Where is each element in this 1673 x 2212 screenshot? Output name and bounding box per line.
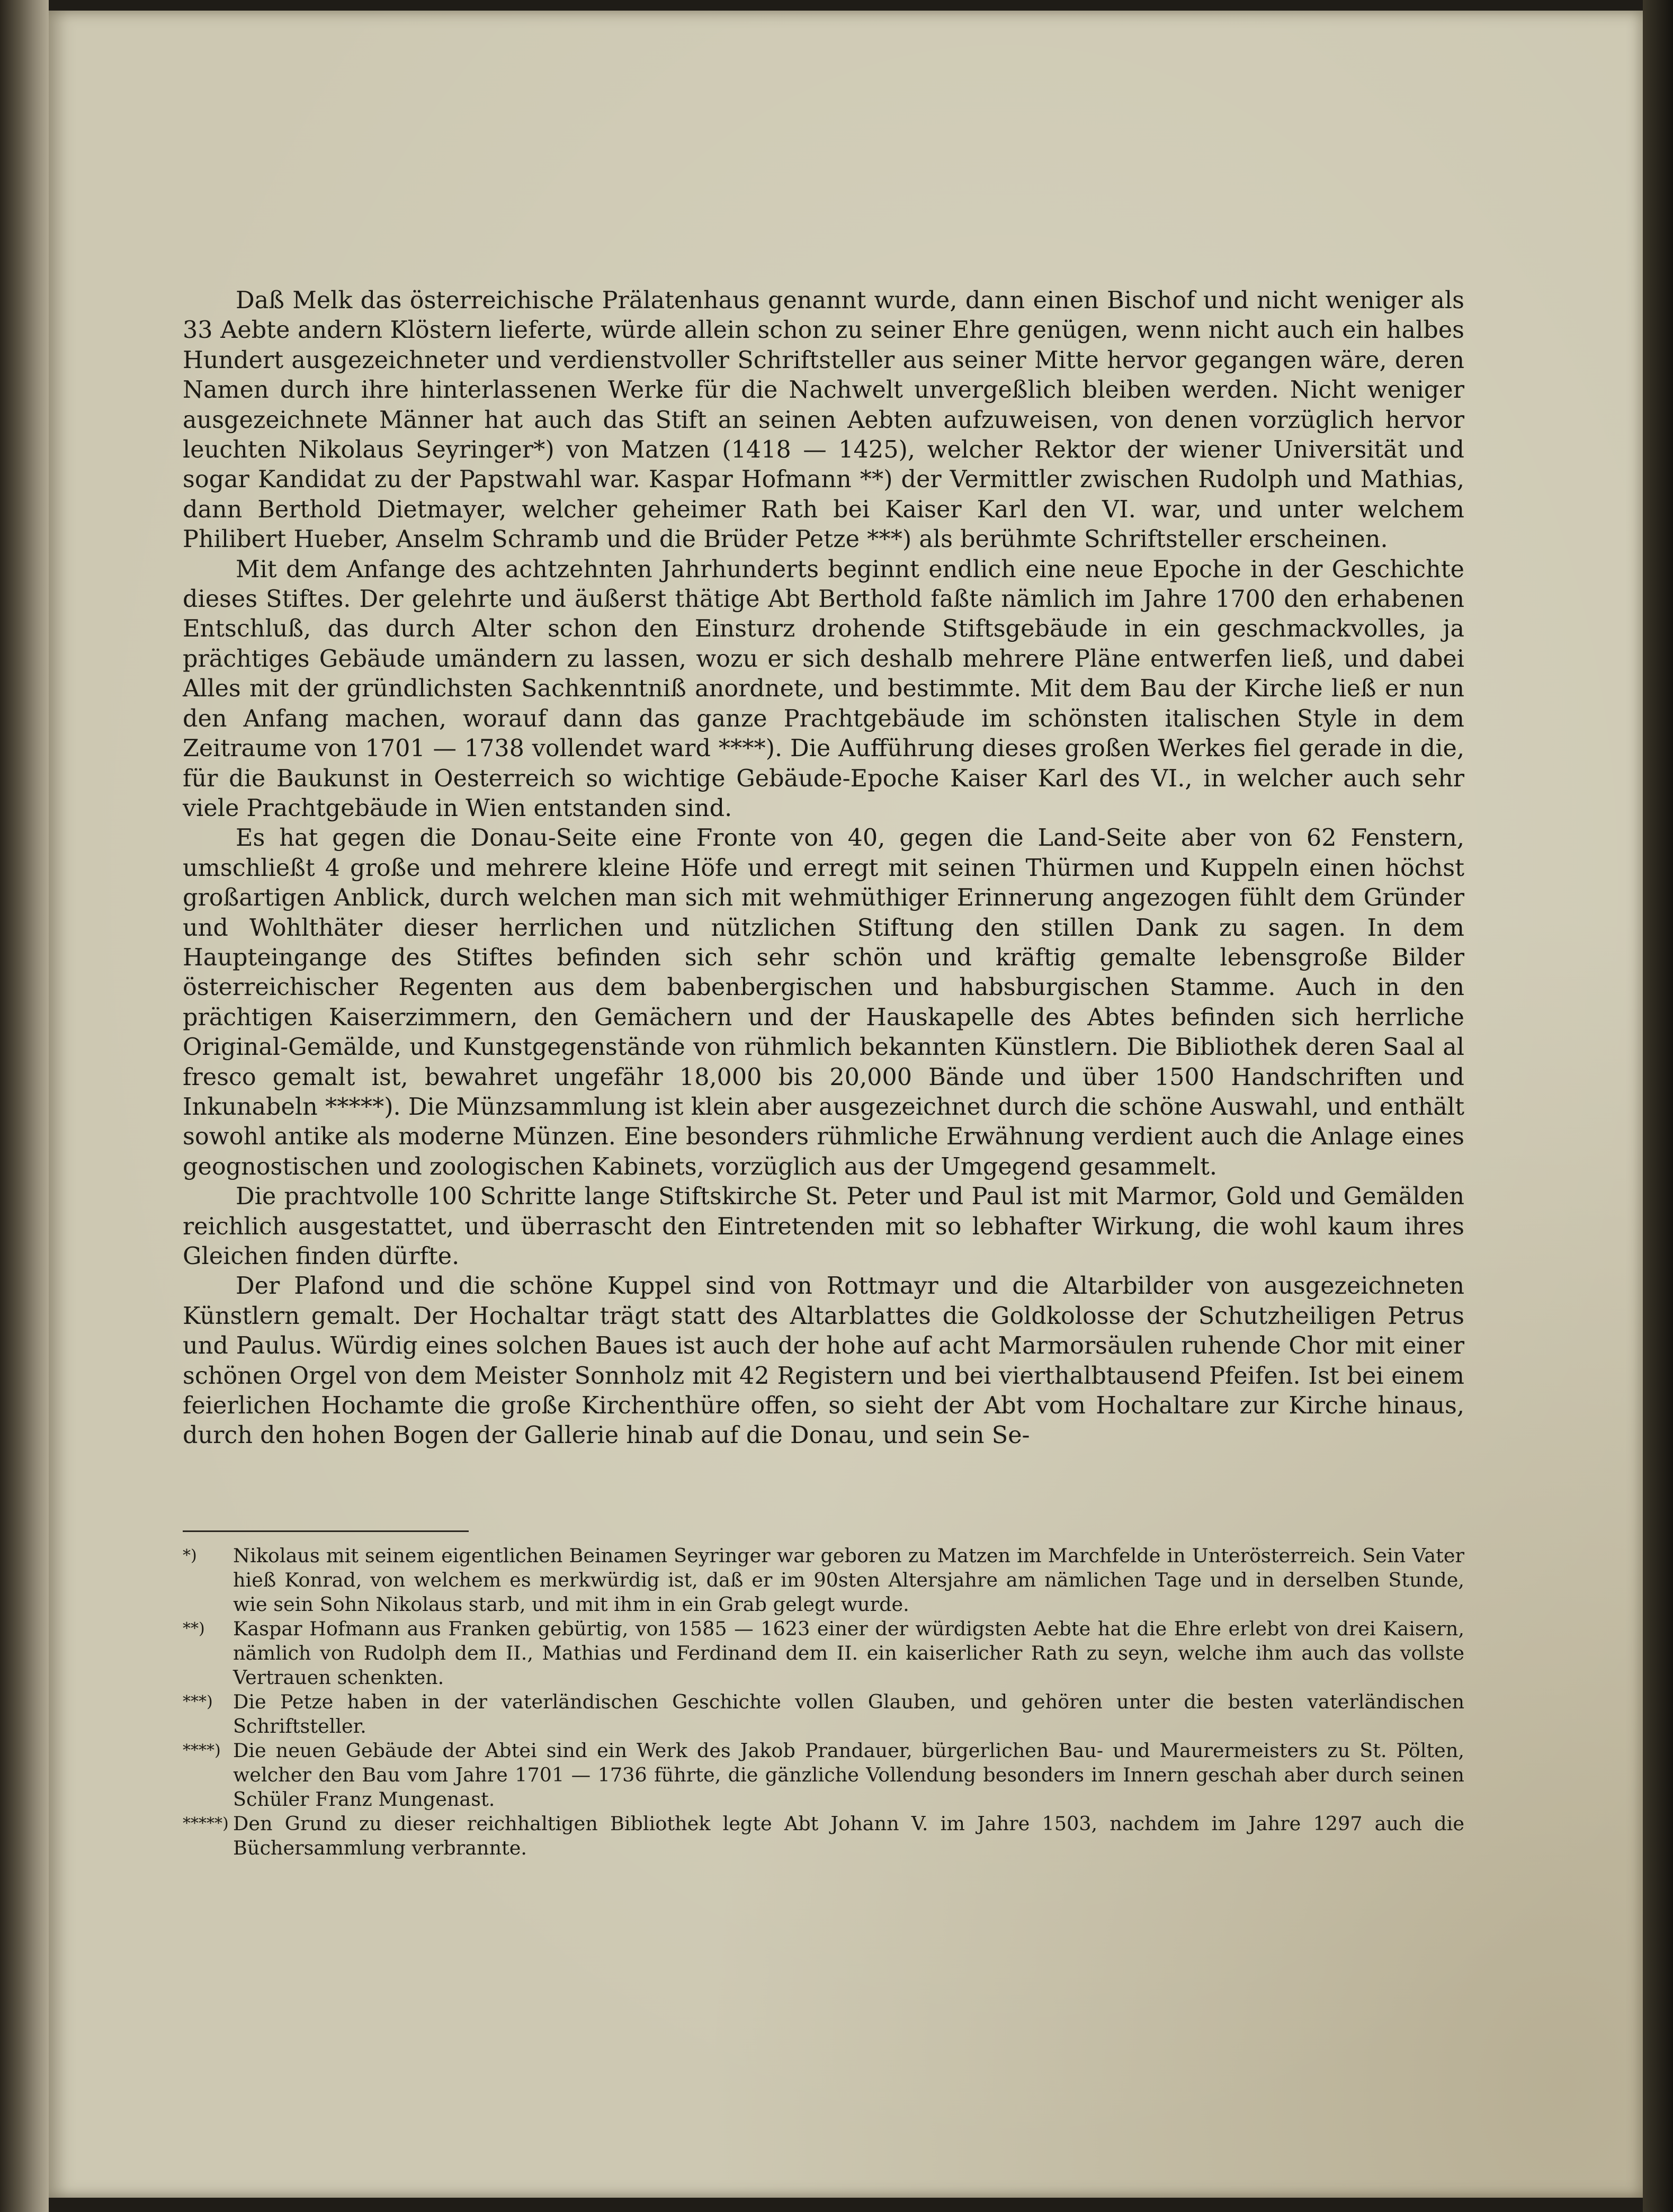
paragraph: Mit dem Anfange des achtzehnten Jahrhunderts beginnt endlich eine neue Epoche in der Geschichte dieses Stiftes. Der gelehrte und äußerst thätige Abt Berthold faßte nämlich im Jahre 1700 den erhabenen Entschluß, das durch Alter schon den Einsturz drohende Stiftsgebäude in ein geschmackvolles, ja prächtiges Gebäude umändern zu lassen, wozu er sich deshalb mehrere Pläne entwerfen ließ, und dabei Alles mit der gründlichsten Sachkenntniß anordnete, und bestimmte. Mit dem Bau der Kirche ließ er nun den Anfang machen, worauf dann das ganze Prachtgebäude im schönsten italischen Style in dem Zeitraume von 1701 — 1738 vollendet ward ****). Die Aufführung dieses großen Werkes fiel gerade in die, für die Baukunst in Oesterreich so wichtige Gebäude-Epoche Kaiser Karl des VI., in welcher auch sehr viele Prachtgebäude in Wien entstanden sind.	[183, 556, 1464, 822]
book-spine-edge	[0, 0, 49, 2212]
paragraph: Die prachtvolle 100 Schritte lange Stiftskirche St. Peter und Paul ist mit Marmor, Gold und Gemälden reichlich ausgestattet, und überrascht den Eintretenden mit so lebhafter Wirkung, die wohl kaum ihres Gleichen finden dürfte.	[183, 1183, 1464, 1270]
footnote-separator	[183, 1530, 469, 1532]
footnote-mark: *****)	[183, 1814, 229, 1833]
main-text	[183, 286, 1464, 1451]
footnote-text: Nikolaus mit seinem eigentlichen Beinamen Seyringer war geboren zu Matzen im Marchfelde in Unterösterreich. Sein Vater hieß Konrad, von welchem es merkwürdig ist, daß er im 90sten Altersjahre am nämlichen Tage und in derselben Stunde, wie sein Sohn Nikolaus starb, und mit ihm in ein Grab gelegt wurde.	[233, 1544, 1464, 1616]
paragraph: Daß Melk das österreichische Prälatenhaus genannt wurde, dann einen Bischof und nicht weniger als 33 Aebte andern Klöstern lieferte, würde allein schon zu seiner Ehre genügen, wenn nicht auch ein halbes Hundert ausgezeichneter und verdienstvoller Schriftsteller aus seiner Mitte hervor gegangen wäre, deren Namen durch ihre hinterlassenen Werke für die Nachwelt unvergeßlich bleiben werden. Nicht weniger ausgezeichnete Männer hat auch das Stift an seinen Aebten aufzuweisen, von denen vorzüglich hervor leuchten Nikolaus Seyringer*) von Matzen (1418 — 1425), welcher Rektor der wiener Universität und sogar Kandidat zu der Papstwahl war. Kaspar Hofmann **) der Vermittler zwischen Rudolph und Mathias, dann Berthold Dietmayer, welcher geheimer Rath bei Kaiser Karl den VI. war, und unter welchem Philibert Hueber, Anselm Schramb und die Brüder Petze ***) als berühmte Schriftsteller erscheinen.	[183, 287, 1464, 553]
footnote-mark: ***)	[183, 1692, 213, 1711]
paragraph: Der Plafond und die schöne Kuppel sind von Rottmayr und die Altarbilder von ausgezeichneten Künstlern gemalt. Der Hochaltar trägt statt des Altarblattes die Goldkolosse der Schutzheiligen Petrus und Paulus. Würdig eines solchen Baues ist auch der hohe auf acht Marmorsäulen ruhende Chor mit einer schönen Orgel von dem Meister Sonnholz mit 42 Registern und bei vierthalbtausend Pfeifen. Ist bei einem feierlichen Hochamte die große Kirchenthüre offen, so sieht der Abt vom Hochaltare zur Kirche hinaus, durch den hohen Bogen der Gallerie hinab auf die Donau, und sein Se-	[183, 1273, 1464, 1449]
footnote-text: Den Grund zu dieser reichhaltigen Bibliothek legte Abt Johann V. im Jahre 1503, nachdem im Jahre 1297 auch die Büchersammlung verbrannte.	[233, 1812, 1464, 1859]
footnote	[183, 1812, 1464, 1860]
footnote	[183, 1544, 1464, 1617]
page-right-edge	[1643, 0, 1673, 2212]
footnote-text: Die neuen Gebäude der Abtei sind ein Werk des Jakob Prandauer, bürgerlichen Bau- und Maurermeisters zu St. Pölten, welcher den Bau vom Jahre 1701 — 1736 führte, die gänzliche Vollendung besonders im Innern geschah aber durch seinen Schüler Franz Mungenast.	[233, 1739, 1464, 1811]
footnote-mark: ****)	[183, 1741, 221, 1760]
footnote-mark: **)	[183, 1619, 205, 1638]
footnotes	[183, 1544, 1464, 1860]
footnote-mark: *)	[183, 1546, 197, 1565]
footnote	[183, 1617, 1464, 1690]
footnote	[183, 1690, 1464, 1739]
footnote-text: Die Petze haben in der vaterländischen Geschichte vollen Glauben, und gehören unter die besten vaterländischen Schriftsteller.	[233, 1690, 1464, 1738]
footnote	[183, 1739, 1464, 1812]
paragraph: Es hat gegen die Donau-Seite eine Fronte von 40, gegen die Land-Seite aber von 62 Fenstern, umschließt 4 große und mehrere kleine Höfe und erregt mit seinen Thürmen und Kuppeln einen höchst großartigen Anblick, durch welchen man sich mit wehmüthiger Erinnerung angezogen fühlt dem Gründer und Wohlthäter dieser herrlichen und nützlichen Stiftung den stillen Dank zu sagen. In dem Haupteingange des Stiftes befinden sich sehr schön und kräftig gemalte lebensgroße Bilder österreichischer Regenten aus dem babenbergischen und habsburgischen Stamme. Auch in den prächtigen Kaiserzimmern, den Gemächern und der Hauskapelle des Abtes befinden sich herrliche Original-Gemälde, und Kunstgegenstände von rühmlich bekannten Künstlern. Die Bibliothek deren Saal al fresco gemalt ist, bewahret ungefähr 18,000 bis 20,000 Bände und über 1500 Handschriften und Inkunabeln *****). Die Münzsammlung ist klein aber ausgezeichnet durch die schöne Auswahl, und enthält sowohl antike als moderne Münzen. Eine besonders rühmliche Erwähnung verdient auch die Anlage eines geognostischen und zoologischen Kabinets, vorzüglich aus der Umgegend gesammelt.	[183, 825, 1464, 1180]
footnote-text: Kaspar Hofmann aus Franken gebürtig, von 1585 — 1623 einer der würdigsten Aebte hat die Ehre erlebt von drei Kaisern, nämlich von Rudolph dem II., Mathias und Ferdinand dem II. ein kaiserlicher Rath zu seyn, welche ihm auch das vollste Vertrauen schenkten.	[233, 1617, 1464, 1689]
